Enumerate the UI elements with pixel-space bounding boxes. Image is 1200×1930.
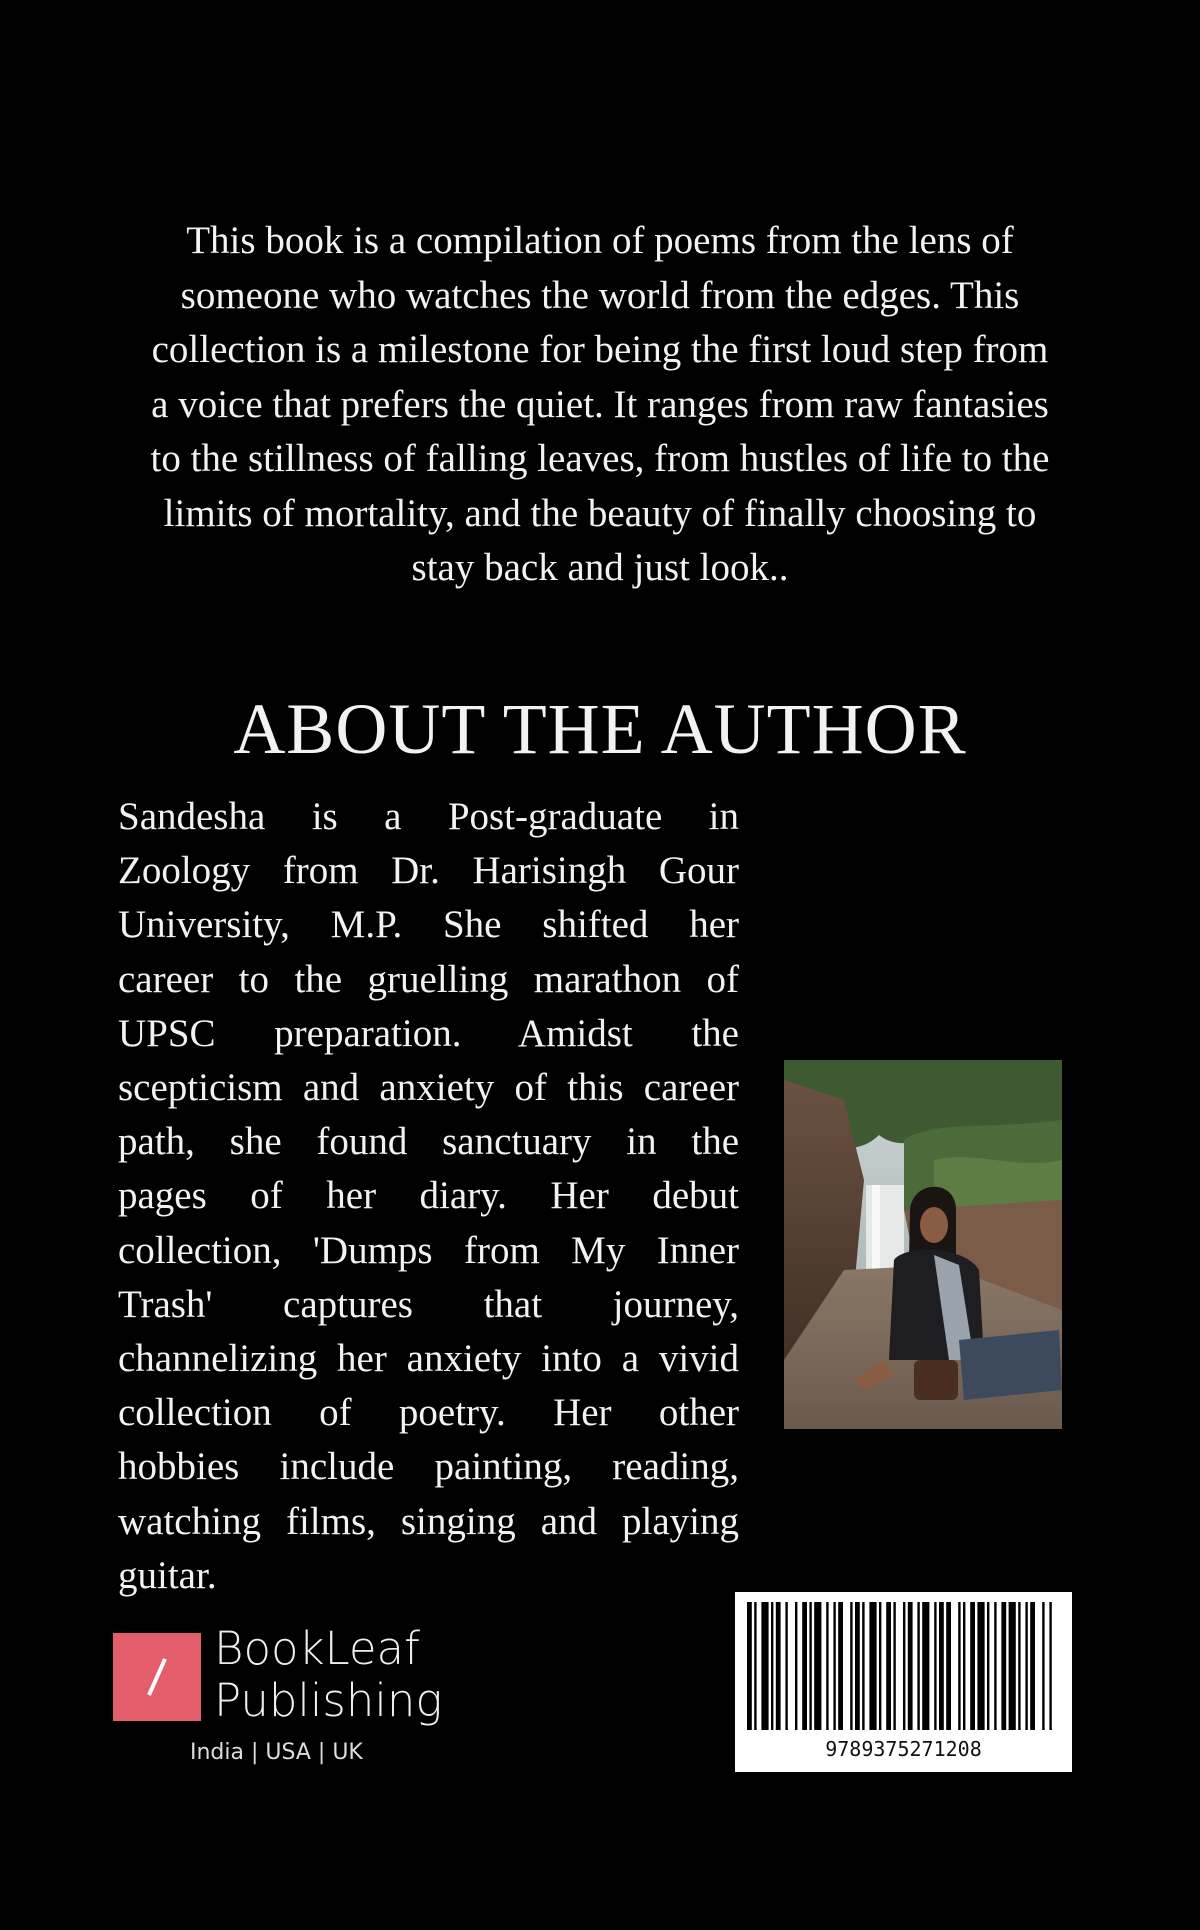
author-photo bbox=[784, 1060, 1062, 1429]
slash-icon bbox=[113, 1633, 201, 1721]
barcode-bar bbox=[747, 1602, 752, 1730]
barcode-bar bbox=[761, 1602, 768, 1730]
barcode-bar bbox=[1049, 1602, 1051, 1730]
isbn-barcode bbox=[735, 1592, 1072, 1772]
about-heading: ABOUT THE AUTHOR bbox=[233, 689, 967, 769]
barcode-bar bbox=[903, 1602, 905, 1730]
bio-line: Trash' captures that journey, bbox=[118, 1282, 739, 1326]
blurb-line: to the stillness of falling leaves, from hustles of life to the bbox=[150, 437, 1050, 480]
barcode-bar bbox=[754, 1602, 756, 1730]
barcode-bar bbox=[802, 1602, 807, 1730]
bio-line: Zoology from Dr. Harisingh Gour bbox=[118, 849, 739, 893]
blurb-line: a voice that prefers the quiet. It ranges from raw fantasies bbox=[151, 382, 1049, 426]
blurb-line: This book is a compilation of poems from the lens of bbox=[186, 219, 1014, 262]
barcode-bar bbox=[1025, 1602, 1027, 1730]
bio-line: collection, 'Dumps from My Inner bbox=[118, 1228, 739, 1272]
bio-line: scepticism and anxiety of this career bbox=[118, 1066, 739, 1110]
bookleaf-logo bbox=[113, 1633, 201, 1721]
barcode-bar bbox=[958, 1602, 960, 1730]
bio-line: pages of her diary. Her debut bbox=[118, 1174, 739, 1218]
barcode-bar bbox=[850, 1602, 852, 1730]
barcode-bar bbox=[886, 1602, 891, 1730]
barcode-bar bbox=[946, 1602, 951, 1730]
bio-line: University, M.P. She shifted her bbox=[118, 903, 739, 947]
barcode-bar bbox=[994, 1602, 996, 1730]
barcode-bar bbox=[869, 1602, 876, 1730]
barcode-bar bbox=[1001, 1602, 1006, 1730]
barcode-bar bbox=[917, 1602, 919, 1730]
barcode-bar bbox=[833, 1602, 835, 1730]
isbn-number: 9789375271208 bbox=[825, 1737, 982, 1761]
blurb-line: someone who watches the world from the edges. This bbox=[180, 273, 1020, 317]
bio-line: Sandesha is a Post-graduate in bbox=[118, 795, 739, 838]
bio-line: channelizing her anxiety into a vivid bbox=[118, 1337, 739, 1381]
barcode-bar bbox=[939, 1602, 944, 1730]
author-bio bbox=[118, 790, 739, 1603]
publisher-name bbox=[214, 1623, 442, 1727]
blurb-line: stay back and just look.. bbox=[411, 546, 789, 589]
publisher-name-line2: Publishing bbox=[214, 1674, 443, 1727]
barcode-bar bbox=[838, 1602, 843, 1730]
publisher-name-line1: BookLeaf bbox=[214, 1622, 420, 1675]
barcode-bar bbox=[785, 1602, 787, 1730]
barcode-bar bbox=[855, 1602, 860, 1730]
barcode-bar bbox=[1009, 1602, 1016, 1730]
book-blurb bbox=[110, 214, 1090, 596]
barcode-bar bbox=[879, 1602, 881, 1730]
barcode-bar bbox=[1030, 1602, 1035, 1730]
barcode-bar bbox=[922, 1602, 929, 1730]
blurb-line: limits of mortality, and the beauty of finally choosing to bbox=[163, 491, 1037, 535]
barcode-bar bbox=[970, 1602, 975, 1730]
barcode-bar bbox=[809, 1602, 811, 1730]
barcode-bar bbox=[1042, 1602, 1044, 1730]
barcode-bar bbox=[826, 1602, 828, 1730]
barcode-bar bbox=[771, 1602, 773, 1730]
publisher-regions: India | USA | UK bbox=[190, 1740, 363, 1765]
bio-line: hobbies include painting, reading, bbox=[118, 1445, 739, 1489]
bio-line: guitar. bbox=[118, 1553, 217, 1597]
bio-line: watching films, singing and playing bbox=[118, 1499, 739, 1543]
barcode-bar bbox=[908, 1602, 913, 1730]
barcode-bar bbox=[893, 1602, 895, 1730]
barcode-bar bbox=[862, 1602, 864, 1730]
barcode-bar bbox=[934, 1602, 936, 1730]
blurb-line: collection is a milestone for being the first loud step from bbox=[151, 328, 1049, 371]
bio-line: career to the gruelling marathon of bbox=[118, 957, 739, 1001]
barcode-bar bbox=[1018, 1602, 1020, 1730]
barcode-bar bbox=[963, 1602, 965, 1730]
bio-line: collection of poetry. Her other bbox=[118, 1391, 739, 1435]
barcode-bar bbox=[795, 1602, 797, 1730]
bio-line: path, she found sanctuary in the bbox=[118, 1120, 739, 1164]
barcode-bar bbox=[987, 1602, 989, 1730]
barcode-bar bbox=[776, 1602, 781, 1730]
barcode-bar bbox=[814, 1602, 821, 1730]
barcode-bar bbox=[977, 1602, 984, 1730]
bio-line: UPSC preparation. Amidst the bbox=[118, 1011, 739, 1055]
